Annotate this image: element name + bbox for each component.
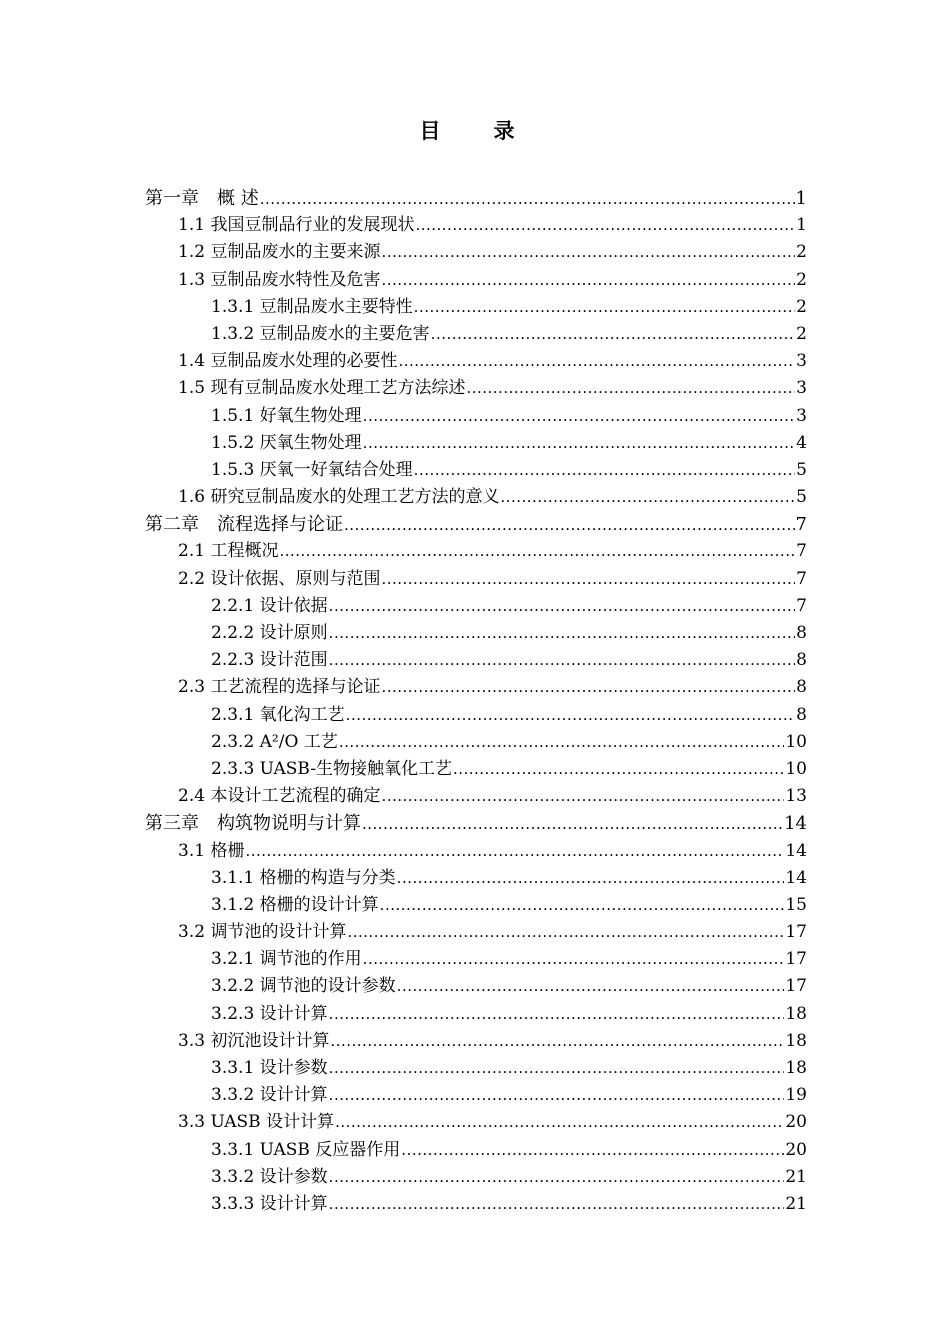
toc-entry-page-number: 2	[796, 242, 807, 263]
dot-leader	[431, 321, 796, 348]
toc-entry-title: 3.1 格栅	[178, 840, 245, 861]
toc-entry[interactable]	[145, 865, 807, 892]
toc-entry[interactable]	[145, 919, 807, 946]
dot-leader	[381, 674, 795, 701]
toc-entry-page-number: 21	[785, 1166, 807, 1187]
toc-entry-page-number: 17	[785, 922, 807, 943]
toc-entry-title: 2.1 工程概况	[178, 541, 279, 562]
toc-entry-page-number: 5	[796, 487, 807, 508]
toc-entry-page-number: 7	[796, 541, 807, 562]
dot-leader	[381, 239, 795, 266]
toc-entry-page-number: 10	[785, 731, 807, 752]
toc-entry-title: 3.3.2 设计参数	[211, 1166, 328, 1187]
toc-entry-page-number: 8	[796, 704, 807, 725]
toc-entry[interactable]	[145, 838, 807, 865]
dot-leader	[335, 1109, 784, 1136]
toc-entry-title: 2.3.2 A²/O 工艺	[211, 731, 338, 752]
toc-entry-title: 3.3.1 设计参数	[211, 1058, 328, 1078]
toc-entry-page-number: 8	[796, 677, 807, 698]
toc-entry[interactable]	[145, 1055, 807, 1082]
dot-leader	[329, 1164, 785, 1191]
toc-entry-page-number: 21	[785, 1193, 807, 1214]
toc-entry[interactable]	[145, 321, 807, 348]
toc-entry-title: 2.3 工艺流程的选择与论证	[178, 677, 381, 698]
toc-entry-title: 3.3.1 UASB 反应器作用	[211, 1139, 401, 1160]
toc-entry-page-number: 8	[796, 650, 807, 671]
toc-entry-title: 3.3 UASB 设计计算	[178, 1112, 335, 1133]
toc-entry[interactable]	[145, 702, 807, 729]
toc-entry-title: 3.3 初沉池设计计算	[178, 1030, 330, 1051]
toc-entry-title: 3.3.2 设计计算	[211, 1085, 328, 1106]
toc-entry-title: 1.2 豆制品废水的主要来源	[178, 242, 381, 263]
toc-entry-page-number: 2	[796, 269, 807, 290]
toc-entry-page-number: 7	[796, 595, 807, 616]
toc-entry[interactable]	[145, 973, 807, 1000]
toc-entry-page-number: 7	[796, 568, 807, 589]
toc-entry-page-number: 3	[796, 378, 807, 399]
toc-entry-title: 2.3.3 UASB-生物接触氧化工艺	[211, 758, 452, 779]
dot-leader	[362, 811, 783, 838]
toc-entry-title: 3.2.2 调节池的设计参数	[211, 976, 396, 997]
toc-entry[interactable]	[145, 1191, 807, 1218]
toc-entry[interactable]	[145, 756, 807, 783]
toc-entry[interactable]	[145, 783, 807, 810]
dot-leader	[414, 457, 796, 484]
dot-leader	[453, 756, 784, 783]
toc-entry[interactable]	[145, 294, 807, 321]
dot-leader	[397, 973, 785, 1000]
toc-entry-page-number: 15	[785, 894, 807, 915]
dot-leader	[346, 702, 796, 729]
toc-entry-title: 1.5.3 厌氧一好氧结合处理	[211, 459, 413, 480]
toc-entry-page-number: 2	[796, 296, 807, 317]
dot-leader	[398, 348, 795, 375]
dot-leader	[500, 484, 795, 511]
dot-leader	[380, 892, 785, 919]
dot-leader	[329, 593, 796, 620]
toc-entry[interactable]	[145, 620, 807, 647]
toc-entry[interactable]	[145, 1137, 807, 1164]
dot-leader	[330, 1028, 784, 1055]
dot-leader	[329, 620, 796, 647]
toc-entry-page-number: 18	[785, 1030, 807, 1051]
dot-leader	[363, 946, 785, 973]
toc-entry[interactable]	[145, 267, 807, 294]
toc-entry[interactable]	[145, 403, 807, 430]
dot-leader	[260, 186, 795, 213]
toc-entry[interactable]	[145, 1001, 807, 1028]
dot-leader	[329, 647, 796, 674]
toc-entry-page-number: 10	[785, 758, 807, 779]
dot-leader	[466, 375, 795, 402]
dot-leader	[329, 1055, 785, 1082]
toc-entry[interactable]	[145, 593, 807, 620]
toc-entry[interactable]	[145, 1028, 807, 1055]
toc-entry[interactable]	[145, 430, 807, 457]
toc-entry-title: 2.2 设计依据、原则与范围	[178, 568, 381, 589]
dot-leader	[329, 1191, 785, 1218]
dot-leader	[279, 538, 795, 565]
toc-entry[interactable]	[145, 484, 807, 511]
toc-entry-page-number: 3	[796, 405, 807, 426]
toc-entry-title: 1.3.1 豆制品废水主要特性	[211, 296, 413, 317]
toc-entry-title: 2.2.3 设计范围	[211, 650, 328, 671]
toc-entry[interactable]	[145, 647, 807, 674]
dot-leader	[381, 267, 795, 294]
toc-entry-title: 3.2 调节池的设计计算	[178, 922, 347, 943]
toc-entry-page-number: 5	[796, 459, 807, 480]
toc-entry-title: 1.3 豆制品废水特性及危害	[178, 269, 381, 290]
toc-entry-page-number: 2	[796, 323, 807, 344]
toc-entry-title: 1.4 豆制品废水处理的必要性	[178, 351, 398, 372]
dot-leader	[339, 729, 785, 756]
toc-entry-page-number: 4	[796, 432, 807, 453]
dot-leader	[347, 919, 784, 946]
dot-leader	[363, 403, 796, 430]
table-of-contents	[145, 185, 807, 1218]
toc-entry[interactable]	[145, 212, 807, 239]
toc-entry-page-number: 17	[785, 976, 807, 997]
toc-entry-page-number: 8	[796, 623, 807, 643]
dot-leader	[344, 512, 795, 539]
toc-entry-page-number: 20	[785, 1139, 807, 1160]
toc-entry-title: 3.1.2 格栅的设计计算	[211, 894, 379, 915]
toc-entry-page-number: 7	[795, 514, 807, 536]
toc-entry[interactable]	[145, 511, 807, 538]
dot-leader	[245, 838, 784, 865]
toc-entry-page-number: 18	[785, 1058, 807, 1078]
dot-leader	[363, 430, 796, 457]
toc-entry-page-number: 1	[795, 188, 807, 209]
toc-entry[interactable]	[145, 892, 807, 919]
dot-leader	[329, 1082, 785, 1109]
dot-leader	[414, 294, 796, 321]
toc-entry-page-number: 14	[784, 813, 807, 835]
toc-entry[interactable]	[145, 566, 807, 593]
toc-entry[interactable]	[145, 729, 807, 756]
toc-entry-title: 第一章 概 述	[145, 188, 259, 209]
toc-entry[interactable]	[145, 1109, 807, 1136]
toc-entry-title: 第二章 流程选择与论证	[145, 514, 343, 536]
toc-entry-title: 3.1.1 格栅的构造与分类	[211, 867, 396, 888]
toc-entry-title: 2.2.2 设计原则	[211, 623, 328, 643]
toc-entry-page-number: 17	[785, 949, 807, 970]
dot-leader	[329, 1001, 785, 1028]
toc-entry-title: 1.3.2 豆制品废水的主要危害	[211, 323, 430, 344]
toc-entry-title: 3.3.3 设计计算	[211, 1193, 328, 1214]
toc-entry-title: 第三章 构筑物说明与计算	[145, 813, 361, 835]
toc-entry-title: 3.2.3 设计计算	[211, 1003, 328, 1024]
dot-leader	[397, 865, 785, 892]
toc-entry[interactable]	[145, 946, 807, 973]
toc-entry-page-number: 14	[785, 867, 807, 888]
toc-entry-title: 2.4 本设计工艺流程的确定	[178, 786, 381, 807]
toc-entry-page-number: 18	[785, 1003, 807, 1024]
dot-leader	[381, 566, 795, 593]
toc-entry-title: 3.2.1 调节池的作用	[211, 949, 362, 970]
toc-entry[interactable]	[145, 375, 807, 402]
dot-leader	[401, 1137, 784, 1164]
toc-entry[interactable]	[145, 239, 807, 266]
toc-title: 目 录	[419, 118, 531, 143]
dot-leader	[381, 783, 784, 810]
toc-entry[interactable]	[145, 810, 807, 837]
toc-entry-page-number: 20	[785, 1112, 807, 1133]
toc-entry[interactable]	[145, 674, 807, 701]
toc-entry-page-number: 19	[785, 1085, 807, 1106]
toc-entry-title: 1.1 我国豆制品行业的发展现状	[178, 215, 415, 236]
toc-entry[interactable]	[145, 538, 807, 565]
toc-entry[interactable]	[145, 1164, 807, 1191]
toc-entry[interactable]	[145, 1082, 807, 1109]
toc-entry-title: 1.6 研究豆制品废水的处理工艺方法的意义	[178, 487, 500, 508]
toc-entry-page-number: 13	[785, 786, 807, 807]
toc-entry-title: 2.2.1 设计依据	[211, 595, 328, 616]
toc-entry-page-number: 14	[785, 840, 807, 861]
toc-entry[interactable]	[145, 348, 807, 375]
toc-entry-title: 2.3.1 氧化沟工艺	[211, 704, 345, 725]
toc-entry-page-number: 1	[796, 215, 807, 236]
dot-leader	[415, 212, 795, 239]
toc-entry-title: 1.5 现有豆制品废水处理工艺方法综述	[178, 378, 466, 399]
toc-entry[interactable]	[145, 457, 807, 484]
toc-entry-title: 1.5.1 好氧生物处理	[211, 405, 362, 426]
toc-entry-title: 1.5.2 厌氧生物处理	[211, 432, 362, 453]
toc-entry-page-number: 3	[796, 351, 807, 372]
toc-entry[interactable]	[145, 185, 807, 212]
